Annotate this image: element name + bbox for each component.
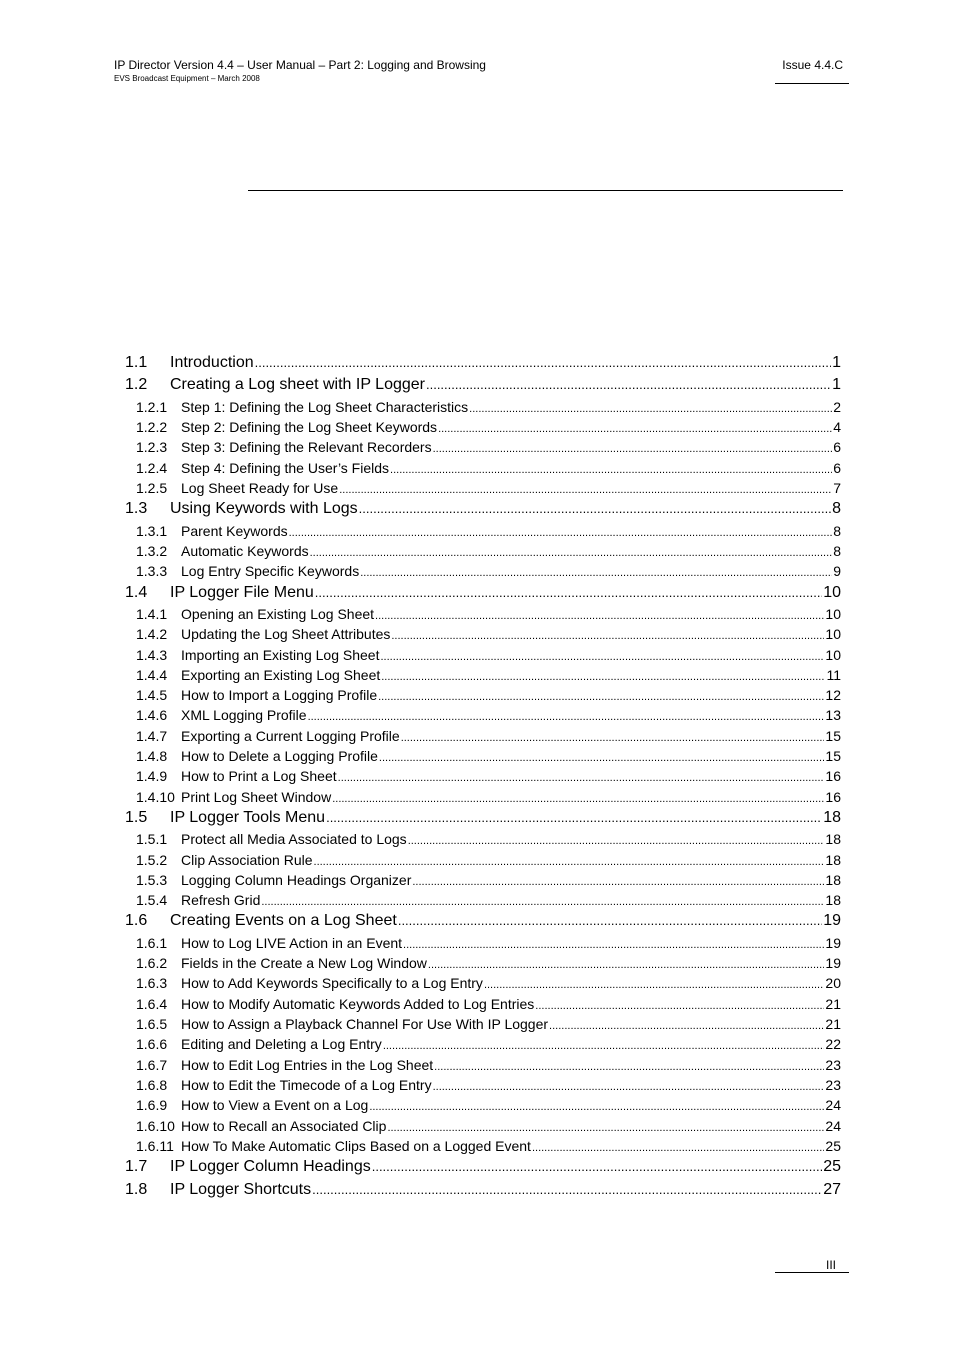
toc-entry[interactable] bbox=[125, 746, 841, 766]
toc-entry-page: 8 bbox=[833, 542, 841, 559]
toc-entry-title: Using Keywords with Logs bbox=[170, 500, 358, 518]
toc-entry-page: 19 bbox=[825, 955, 841, 972]
toc-entry[interactable] bbox=[125, 807, 841, 829]
toc-entry-title: How to Recall an Associated Clip bbox=[181, 1117, 387, 1134]
toc-entry-title: How to Print a Log Sheet bbox=[181, 768, 337, 785]
table-of-contents bbox=[125, 352, 841, 1201]
toc-dot-leader bbox=[535, 996, 824, 1016]
toc-entry[interactable] bbox=[125, 705, 841, 725]
toc-entry-page: 18 bbox=[825, 851, 841, 868]
toc-entry-page: 8 bbox=[833, 522, 841, 539]
toc-entry-title: IP Logger File Menu bbox=[170, 583, 314, 601]
page-number: III bbox=[825, 1258, 836, 1272]
toc-entry-title: Refresh Grid bbox=[181, 892, 261, 909]
toc-entry-number: 1.6.2 bbox=[136, 955, 168, 972]
toc-entry-number: 1.6.11 bbox=[136, 1137, 174, 1154]
toc-entry[interactable] bbox=[125, 498, 841, 520]
toc-dot-leader bbox=[379, 748, 825, 768]
toc-dot-leader bbox=[375, 606, 824, 626]
toc-entry-page: 18 bbox=[825, 831, 841, 848]
toc-entry-page: 21 bbox=[825, 1016, 841, 1033]
toc-entry-number: 1.3.3 bbox=[136, 563, 168, 580]
toc-entry-title: Print Log Sheet Window bbox=[181, 788, 332, 805]
toc-entry-title: Logging Column Headings Organizer bbox=[181, 871, 412, 888]
toc-entry-number: 1.6.5 bbox=[136, 1016, 168, 1033]
toc-dot-leader bbox=[469, 399, 832, 419]
toc-entry[interactable] bbox=[125, 1055, 841, 1075]
toc-dot-leader bbox=[387, 1118, 824, 1138]
toc-entry[interactable] bbox=[125, 870, 841, 890]
toc-entry-number: 1.6.1 bbox=[136, 934, 168, 951]
toc-entry-number: 1.4.2 bbox=[136, 626, 168, 643]
toc-entry-title: How to Edit the Timecode of a Log Entry bbox=[181, 1076, 432, 1093]
toc-entry-title: Importing an Existing Log Sheet bbox=[181, 646, 380, 663]
toc-dot-leader bbox=[438, 419, 832, 439]
toc-entry[interactable] bbox=[125, 417, 841, 437]
toc-entry[interactable] bbox=[125, 685, 841, 705]
toc-dot-leader bbox=[372, 1156, 822, 1178]
toc-dot-leader bbox=[289, 523, 833, 543]
toc-entry-number: 1.6.9 bbox=[136, 1097, 168, 1114]
toc-entry[interactable] bbox=[125, 766, 841, 786]
toc-entry-title: Parent Keywords bbox=[181, 522, 288, 539]
toc-entry-title: XML Logging Profile bbox=[181, 707, 307, 724]
toc-entry-title: Exporting a Current Logging Profile bbox=[181, 727, 400, 744]
toc-entry-title: Log Sheet Ready for Use bbox=[181, 479, 339, 496]
toc-entry-page: 24 bbox=[825, 1097, 841, 1114]
toc-entry-page: 1 bbox=[832, 376, 841, 394]
toc-dot-leader bbox=[378, 687, 824, 707]
toc-entry[interactable] bbox=[125, 582, 841, 604]
toc-entry[interactable] bbox=[125, 397, 841, 417]
issue-label: Issue 4.4.C bbox=[782, 58, 843, 72]
toc-entry-title: How To Make Automatic Clips Based on a Logged Event bbox=[181, 1137, 531, 1154]
toc-entry-number: 1.4.5 bbox=[136, 687, 168, 704]
toc-entry[interactable] bbox=[125, 1136, 841, 1156]
toc-entry[interactable] bbox=[125, 1116, 841, 1136]
toc-entry-page: 19 bbox=[823, 912, 841, 930]
toc-dot-leader bbox=[360, 563, 832, 583]
toc-entry-title: Clip Association Rule bbox=[181, 851, 313, 868]
toc-entry[interactable] bbox=[125, 458, 841, 478]
footer-divider bbox=[775, 1272, 849, 1273]
toc-entry-title: How to Import a Logging Profile bbox=[181, 687, 378, 704]
toc-dot-leader bbox=[255, 352, 831, 374]
toc-entry-title: How to Add Keywords Specifically to a Log Entry bbox=[181, 975, 483, 992]
toc-entry[interactable] bbox=[125, 352, 841, 374]
toc-entry[interactable] bbox=[125, 665, 841, 685]
toc-entry-number: 1.5 bbox=[125, 808, 148, 826]
toc-entry-page: 9 bbox=[833, 563, 841, 580]
toc-entry-number: 1.5.3 bbox=[136, 871, 168, 888]
toc-entry-page: 25 bbox=[825, 1137, 841, 1154]
toc-entry-title: Step 3: Defining the Relevant Recorders bbox=[181, 439, 432, 456]
toc-entry-number: 1.5.4 bbox=[136, 892, 168, 909]
toc-entry-number: 1.6.6 bbox=[136, 1036, 168, 1053]
toc-entry-number: 1.4.4 bbox=[136, 666, 168, 683]
toc-entry-page: 10 bbox=[825, 605, 841, 622]
toc-entry-title: Automatic Keywords bbox=[181, 542, 309, 559]
toc-entry-page: 21 bbox=[825, 995, 841, 1012]
toc-entry-title: Introduction bbox=[170, 354, 254, 371]
toc-dot-leader bbox=[484, 975, 824, 995]
toc-entry-number: 1.6.3 bbox=[136, 975, 168, 992]
toc-dot-leader bbox=[381, 667, 825, 687]
toc-entry-page: 16 bbox=[825, 768, 841, 785]
toc-dot-leader bbox=[315, 582, 822, 604]
toc-entry[interactable] bbox=[125, 1075, 841, 1095]
toc-entry-number: 1.1 bbox=[125, 354, 148, 371]
toc-entry[interactable] bbox=[125, 1179, 841, 1201]
toc-entry-number: 1.4.9 bbox=[136, 768, 168, 785]
toc-dot-leader bbox=[314, 852, 825, 872]
toc-entry-page: 23 bbox=[825, 1076, 841, 1093]
toc-entry-page: 10 bbox=[823, 583, 841, 601]
toc-dot-leader bbox=[338, 768, 825, 788]
toc-entry[interactable] bbox=[125, 1014, 841, 1034]
toc-entry-number: 1.4.8 bbox=[136, 748, 168, 765]
toc-entry-page: 6 bbox=[833, 439, 841, 456]
toc-entry-title: Creating Events on a Log Sheet bbox=[170, 912, 397, 930]
toc-entry[interactable] bbox=[125, 787, 841, 807]
toc-entry-page: 13 bbox=[825, 707, 841, 724]
toc-entry[interactable] bbox=[125, 890, 841, 910]
toc-entry-title: Creating a Log sheet with IP Logger bbox=[170, 376, 425, 394]
toc-dot-leader bbox=[403, 935, 824, 955]
toc-dot-leader bbox=[532, 1138, 824, 1158]
toc-entry-page: 10 bbox=[825, 646, 841, 663]
toc-dot-leader bbox=[434, 1057, 824, 1077]
toc-dot-leader bbox=[426, 374, 831, 396]
toc-entry-number: 1.4.6 bbox=[136, 707, 168, 724]
toc-entry-number: 1.2.3 bbox=[136, 439, 168, 456]
toc-entry-title: Step 4: Defining the User’s Fields bbox=[181, 459, 390, 476]
toc-dot-leader bbox=[369, 1097, 824, 1117]
toc-entry-page: 25 bbox=[823, 1158, 841, 1176]
toc-entry-title: Opening an Existing Log Sheet bbox=[181, 605, 375, 622]
toc-entry[interactable] bbox=[125, 645, 841, 665]
toc-entry[interactable] bbox=[125, 1034, 841, 1054]
toc-entry[interactable] bbox=[125, 1156, 841, 1178]
toc-entry-page: 20 bbox=[825, 975, 841, 992]
toc-entry[interactable] bbox=[125, 829, 841, 849]
toc-entry-page: 18 bbox=[823, 808, 841, 826]
toc-entry-page: 10 bbox=[825, 626, 841, 643]
toc-entry[interactable] bbox=[125, 933, 841, 953]
toc-entry-page: 7 bbox=[833, 479, 841, 496]
toc-entry[interactable] bbox=[125, 478, 841, 498]
toc-entry-title: Protect all Media Associated to Logs bbox=[181, 831, 407, 848]
toc-entry[interactable] bbox=[125, 850, 841, 870]
toc-entry-page: 24 bbox=[825, 1117, 841, 1134]
toc-entry[interactable] bbox=[125, 437, 841, 457]
toc-dot-leader bbox=[312, 1179, 822, 1201]
toc-entry[interactable] bbox=[125, 374, 841, 396]
toc-entry-page: 16 bbox=[825, 788, 841, 805]
toc-entry-title: Log Entry Specific Keywords bbox=[181, 563, 360, 580]
toc-dot-leader bbox=[308, 707, 825, 727]
toc-entry-number: 1.4.3 bbox=[136, 646, 168, 663]
header-divider bbox=[775, 83, 849, 84]
toc-entry-title: Updating the Log Sheet Attributes bbox=[181, 626, 391, 643]
toc-entry-title: How to Edit Log Entries in the Log Sheet bbox=[181, 1056, 434, 1073]
toc-entry-page: 27 bbox=[823, 1180, 841, 1198]
toc-entry[interactable] bbox=[125, 953, 841, 973]
toc-entry-title: Step 1: Defining the Log Sheet Characteristics bbox=[181, 398, 469, 415]
toc-entry-title: How to Assign a Playback Channel For Use With IP Logger bbox=[181, 1016, 549, 1033]
toc-entry-number: 1.6.4 bbox=[136, 995, 168, 1012]
toc-dot-leader bbox=[549, 1016, 824, 1036]
toc-entry[interactable] bbox=[125, 994, 841, 1014]
toc-entry-title: Fields in the Create a New Log Window bbox=[181, 955, 427, 972]
toc-entry-number: 1.4 bbox=[125, 583, 148, 601]
toc-entry[interactable] bbox=[125, 561, 841, 581]
toc-entry-number: 1.3 bbox=[125, 500, 148, 518]
toc-entry-title: How to Delete a Logging Profile bbox=[181, 748, 378, 765]
toc-dot-leader bbox=[339, 480, 832, 500]
toc-dot-leader bbox=[261, 892, 824, 912]
toc-entry-page: 18 bbox=[825, 871, 841, 888]
toc-dot-leader bbox=[332, 789, 824, 809]
toc-dot-leader bbox=[428, 955, 825, 975]
toc-entry[interactable] bbox=[125, 910, 841, 932]
toc-entry-number: 1.2.5 bbox=[136, 479, 168, 496]
toc-dot-leader bbox=[310, 543, 833, 563]
document-title: IP Director Version 4.4 – User Manual – Part 2: Logging and Browsing bbox=[114, 58, 486, 72]
toc-entry-page: 18 bbox=[825, 892, 841, 909]
toc-entry[interactable] bbox=[125, 973, 841, 993]
toc-entry-title: How to Modify Automatic Keywords Added to Log Entries bbox=[181, 995, 535, 1012]
toc-entry-title: IP Logger Shortcuts bbox=[170, 1180, 312, 1198]
document-subtitle: EVS Broadcast Equipment – March 2008 bbox=[114, 74, 260, 83]
toc-entry-number: 1.3.1 bbox=[136, 522, 168, 539]
toc-entry-number: 1.4.1 bbox=[136, 605, 168, 622]
toc-entry-title: Exporting an Existing Log Sheet bbox=[181, 666, 381, 683]
toc-dot-leader bbox=[433, 439, 833, 459]
toc-entry-number: 1.6 bbox=[125, 912, 148, 930]
toc-entry-number: 1.2.1 bbox=[136, 398, 168, 415]
toc-entry-number: 1.6.10 bbox=[136, 1117, 175, 1134]
toc-entry-number: 1.8 bbox=[125, 1180, 148, 1198]
toc-entry-title: IP Logger Column Headings bbox=[170, 1158, 371, 1176]
toc-dot-leader bbox=[391, 626, 824, 646]
toc-entry[interactable] bbox=[125, 726, 841, 746]
toc-dot-leader bbox=[380, 647, 824, 667]
toc-dot-leader bbox=[390, 460, 832, 480]
toc-dot-leader bbox=[383, 1036, 825, 1056]
toc-entry[interactable] bbox=[125, 604, 841, 624]
toc-entry-number: 1.3.2 bbox=[136, 542, 168, 559]
toc-entry-page: 1 bbox=[832, 354, 841, 371]
toc-entry-page: 2 bbox=[833, 398, 841, 415]
toc-entry-number: 1.4.7 bbox=[136, 727, 168, 744]
toc-entry[interactable] bbox=[125, 521, 841, 541]
toc-entry-page: 4 bbox=[833, 419, 841, 436]
toc-entry-title: Editing and Deleting a Log Entry bbox=[181, 1036, 382, 1053]
toc-entry-number: 1.5.2 bbox=[136, 851, 168, 868]
toc-entry[interactable] bbox=[125, 541, 841, 561]
toc-entry-title: How to View a Event on a Log bbox=[181, 1097, 369, 1114]
toc-entry-page: 6 bbox=[833, 459, 841, 476]
toc-entry-page: 23 bbox=[825, 1056, 841, 1073]
toc-entry-page: 15 bbox=[825, 748, 841, 765]
title-divider bbox=[248, 190, 843, 191]
toc-entry-page: 12 bbox=[825, 687, 841, 704]
toc-dot-leader bbox=[401, 728, 825, 748]
toc-entry-page: 19 bbox=[825, 934, 841, 951]
toc-entry[interactable] bbox=[125, 624, 841, 644]
toc-dot-leader bbox=[433, 1077, 825, 1097]
toc-entry-number: 1.2.4 bbox=[136, 459, 168, 476]
toc-entry-page: 8 bbox=[832, 500, 841, 518]
toc-entry-number: 1.2 bbox=[125, 376, 148, 394]
toc-entry-page: 22 bbox=[825, 1036, 841, 1053]
toc-entry-number: 1.2.2 bbox=[136, 419, 168, 436]
toc-dot-leader bbox=[359, 498, 831, 520]
toc-entry-number: 1.6.7 bbox=[136, 1056, 168, 1073]
toc-entry-title: How to Log LIVE Action in an Event bbox=[181, 934, 403, 951]
toc-entry-number: 1.4.10 bbox=[136, 788, 175, 805]
toc-entry-page: 11 bbox=[826, 666, 841, 683]
toc-dot-leader bbox=[326, 807, 822, 829]
toc-entry[interactable] bbox=[125, 1095, 841, 1115]
toc-entry-number: 1.5.1 bbox=[136, 831, 168, 848]
toc-entry-number: 1.7 bbox=[125, 1158, 148, 1176]
toc-entry-title: Step 2: Defining the Log Sheet Keywords bbox=[181, 419, 438, 436]
toc-dot-leader bbox=[412, 872, 824, 892]
toc-entry-page: 15 bbox=[825, 727, 841, 744]
toc-entry-title: IP Logger Tools Menu bbox=[170, 808, 326, 826]
toc-dot-leader bbox=[398, 910, 822, 932]
toc-entry-number: 1.6.8 bbox=[136, 1076, 168, 1093]
toc-dot-leader bbox=[408, 831, 825, 851]
